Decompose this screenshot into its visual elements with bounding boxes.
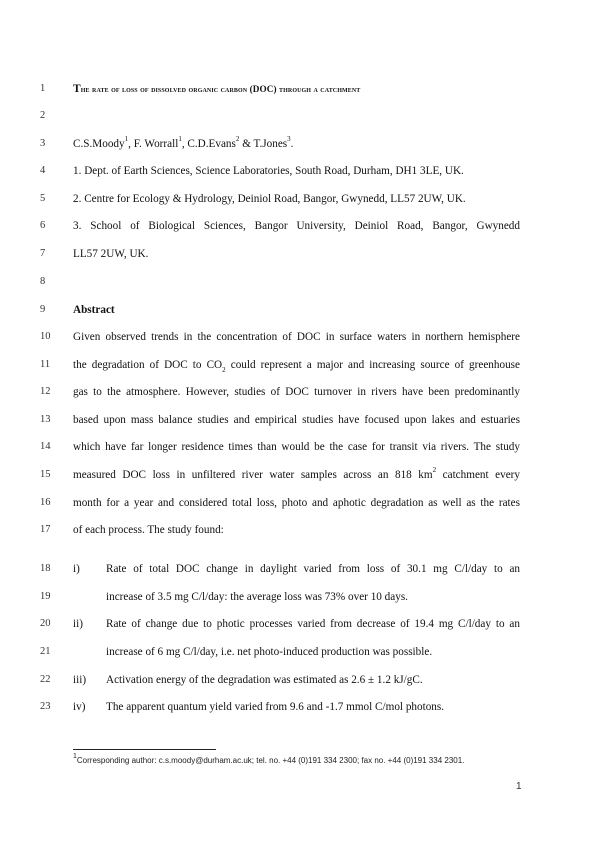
- affiliation-3: 3. School of Biological Sciences, Bangor University, Deiniol Road, Bangor, Gwynedd: [73, 220, 520, 232]
- footnote-marker: 1: [73, 753, 77, 761]
- author-name: C.D.Evans: [187, 138, 236, 150]
- manuscript-line-17: [0, 520, 596, 540]
- abstract-text: Given observed trends in the concentration of DOC in surface waters in northern hemisphere: [73, 331, 520, 343]
- abstract-text: the degradation of DOC to $CO_2$ could represent a major and increasing source of greenhouse: [73, 359, 520, 375]
- abstract-text: which have far longer residence times than would be the case for transit via rivers. The study: [73, 441, 520, 453]
- author-name: C.S.Moody: [73, 138, 125, 150]
- manuscript-line-12: [0, 382, 596, 402]
- footnote-text: Corresponding author: c.s.moody@durham.ac.uk; tel. no. +44 (0)191 334 2300; fax no. +44 (0)191 334 2301.: [76, 756, 465, 765]
- line-number: 19: [40, 591, 51, 602]
- finding-text: increase of 6 mg C/l/day, i.e. net photo-induced production was possible.: [106, 646, 433, 658]
- manuscript-line-19: [0, 587, 596, 607]
- affiliation-3-continued: LL57 2UW, UK.: [73, 248, 149, 260]
- manuscript-line-4: [0, 161, 596, 181]
- manuscript-line-11: [0, 355, 596, 375]
- line-number: 2: [40, 110, 46, 121]
- abstract-text: month for a year and considered total loss, photo and aphotic degradation as well as the rates: [73, 497, 520, 509]
- abstract-text: measured DOC loss in unfiltered river water samples across an 818 $km^2$ catchment every: [73, 466, 520, 481]
- author-name: T.Jones: [253, 138, 288, 150]
- line-number: 4: [40, 165, 46, 176]
- line-number: 8: [40, 276, 46, 287]
- affiliation-1: 1. Dept. of Earth Sciences, Science Laboratories, South Road, Durham, DH1 3LE, UK.: [73, 165, 464, 177]
- line-number: 5: [40, 193, 46, 204]
- line-number: 15: [40, 469, 51, 480]
- manuscript-line-22: [0, 670, 596, 690]
- manuscript-line-14: [0, 437, 596, 457]
- abstract-text: of each process. The study found:: [73, 524, 224, 536]
- line-number: 17: [40, 524, 51, 535]
- line-number: 14: [40, 441, 51, 452]
- line-number: 21: [40, 646, 51, 657]
- manuscript-line-10: [0, 327, 596, 347]
- paper-title: The rate of loss of dissolved organic carbon (DOC) through a catchment: [73, 83, 361, 95]
- manuscript-line-5: [0, 189, 596, 209]
- manuscript-line-21: [0, 642, 596, 662]
- manuscript-line-16: [0, 493, 596, 513]
- manuscript-line-3: [0, 134, 596, 154]
- line-number: 12: [40, 386, 51, 397]
- manuscript-line-15: [0, 465, 596, 485]
- abstract-heading: Abstract: [73, 304, 115, 316]
- manuscript-line-1: [0, 79, 596, 99]
- finding-label: i): [73, 563, 80, 575]
- line-number: 13: [40, 414, 51, 425]
- manuscript-line-8: [0, 272, 596, 292]
- manuscript-line-13: [0, 410, 596, 430]
- footnote-divider: [73, 749, 216, 750]
- manuscript-line-6: [0, 216, 596, 236]
- manuscript-line-7: [0, 244, 596, 264]
- line-number: 18: [40, 563, 51, 574]
- finding-text: Rate of change due to photic processes varied from decrease of 19.4 mg C/l/day to an: [106, 618, 520, 630]
- line-number: 10: [40, 331, 51, 342]
- line-number: 9: [40, 304, 46, 315]
- line-number: 16: [40, 497, 51, 508]
- abstract-text: based upon mass balance studies and empirical studies have focused upon lakes and estuaries: [73, 414, 520, 426]
- footnote: [73, 753, 533, 765]
- author-list: C.S.Moody$^1$, F. Worrall$^1$, C.D.Evans$^2$ & T.Jones$^3$.: [73, 135, 294, 150]
- line-number: 3: [40, 138, 46, 149]
- line-number: 11: [40, 359, 51, 370]
- finding-text: Activation energy of the degradation was estimated as 2.6 ± 1.2 kJ/gC.: [106, 674, 423, 686]
- finding-label: iii): [73, 674, 87, 686]
- abstract-text: gas to the atmosphere. However, studies of DOC turnover in rivers have been predominantly: [73, 386, 520, 398]
- manuscript-line-20: [0, 614, 596, 634]
- affiliation-2: 2. Centre for Ecology & Hydrology, Deiniol Road, Bangor, Gwynedd, LL57 2UW, UK.: [73, 193, 466, 205]
- manuscript-line-2: [0, 106, 596, 126]
- manuscript-line-9: [0, 300, 596, 320]
- manuscript-line-18: [0, 559, 596, 579]
- finding-text: increase of 3.5 mg C/l/day: the average loss was 73% over 10 days.: [106, 591, 408, 603]
- line-number: 6: [40, 220, 46, 231]
- line-number: 22: [40, 674, 51, 685]
- page-number: 1: [516, 781, 522, 792]
- finding-label: iv): [73, 701, 86, 713]
- manuscript-line-23: [0, 697, 596, 717]
- line-number: 23: [40, 701, 51, 712]
- line-number: 1: [40, 83, 46, 94]
- finding-text: Rate of total DOC change in daylight varied from loss of 30.1 mg C/l/day to an: [106, 563, 520, 575]
- line-number: 7: [40, 248, 46, 259]
- finding-label: ii): [73, 618, 83, 630]
- finding-text: The apparent quantum yield varied from 9.6 and -1.7 mmol C/mol photons.: [106, 701, 445, 713]
- author-name: F. Worrall: [133, 138, 179, 150]
- line-number: 20: [40, 618, 51, 629]
